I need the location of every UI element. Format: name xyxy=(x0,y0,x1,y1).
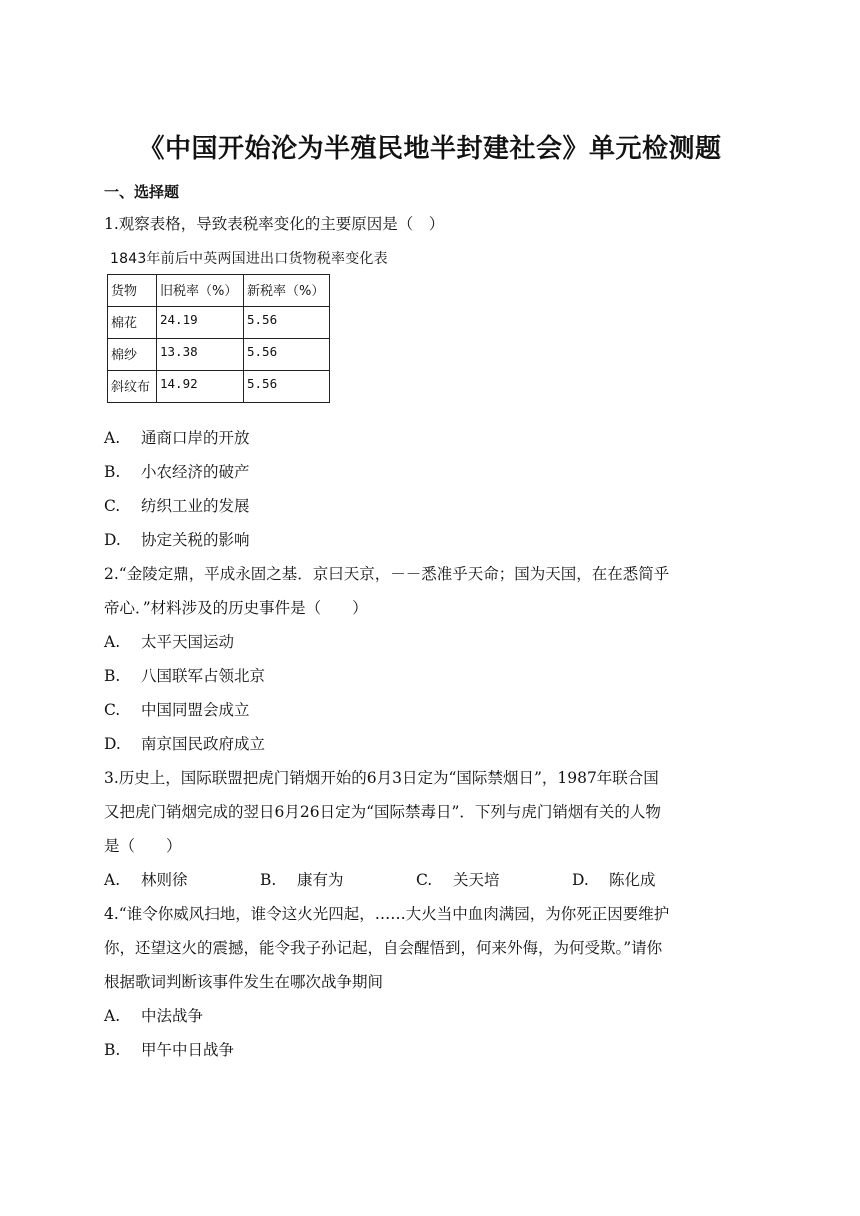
option-text: 康有为 xyxy=(297,871,344,889)
option-letter: B. xyxy=(104,463,121,481)
q1-option-c[interactable] xyxy=(104,496,250,516)
option-letter: C. xyxy=(104,701,121,719)
table-row xyxy=(108,371,330,403)
question-4-line-1: 4.“谁令你威风扫地，谁令这火光四起，……大火当中血肉满园，为你死正因要维护 xyxy=(104,905,670,923)
q2-option-a[interactable] xyxy=(104,632,234,652)
table-cell: 5.56 xyxy=(244,307,330,339)
option-text: 太平天国运动 xyxy=(141,633,235,651)
question-3-line-3: 是（ ） xyxy=(104,837,182,855)
q4-option-a[interactable] xyxy=(104,1006,203,1026)
q3-option-a[interactable] xyxy=(104,870,260,890)
option-text: 小农经济的破产 xyxy=(141,463,250,481)
q1-option-a[interactable] xyxy=(104,428,250,448)
option-letter: B. xyxy=(260,871,277,889)
table-row xyxy=(108,339,330,371)
q3-options-row xyxy=(104,870,728,890)
table-cell: 5.56 xyxy=(244,339,330,371)
q2-option-d[interactable] xyxy=(104,734,265,754)
option-text: 通商口岸的开放 xyxy=(141,429,250,447)
option-letter: A. xyxy=(104,1007,121,1025)
q1-option-d[interactable] xyxy=(104,530,250,550)
option-letter: A. xyxy=(104,429,121,447)
q3-option-d[interactable] xyxy=(572,870,728,890)
table-header-cell: 旧税率（%） xyxy=(157,275,244,307)
table-cell: 棉纱 xyxy=(108,339,157,371)
table-header-cell: 货物 xyxy=(108,275,157,307)
option-letter: C. xyxy=(104,497,121,515)
option-text: 陈化成 xyxy=(609,871,656,889)
table-caption: 1843年前后中英两国进出口货物税率变化表 xyxy=(110,251,388,267)
table-cell: 14.92 xyxy=(157,371,244,403)
table-cell: 13.38 xyxy=(157,339,244,371)
option-letter: A. xyxy=(104,871,121,889)
q2-option-c[interactable] xyxy=(104,700,250,720)
option-letter: C. xyxy=(416,871,433,889)
option-text: 协定关税的影响 xyxy=(141,531,250,549)
option-letter: B. xyxy=(104,1041,121,1059)
option-text: 八国联军占领北京 xyxy=(141,667,266,685)
question-4-line-3: 根据歌词判断该事件发生在哪次战争期间 xyxy=(104,973,384,991)
q2-option-b[interactable] xyxy=(104,666,265,686)
option-letter: D. xyxy=(572,871,589,889)
question-1-text: 1.观察表格，导致表税率变化的主要原因是（ ） xyxy=(104,215,445,233)
option-letter: B. xyxy=(104,667,121,685)
section-heading: 一、选择题 xyxy=(104,183,180,201)
table-header-row xyxy=(108,275,330,307)
question-2-line-1: 2.“金陵定鼎，平成永固之基．京曰天京，－－悉准乎天命；国为天国，在在悉简乎 xyxy=(104,565,670,583)
option-letter: D. xyxy=(104,735,121,753)
tax-rate-table xyxy=(107,274,330,403)
option-text: 中法战争 xyxy=(141,1007,204,1025)
q1-option-b[interactable] xyxy=(104,462,250,482)
question-3-line-2: 又把虎门销烟完成的翌日6月26日定为“国际禁毒日”．下列与虎门销烟有关的人物 xyxy=(104,803,661,821)
table-header-cell: 新税率（%） xyxy=(244,275,330,307)
option-text: 南京国民政府成立 xyxy=(141,735,266,753)
option-text: 甲午中日战争 xyxy=(141,1041,235,1059)
option-text: 纺织工业的发展 xyxy=(141,497,250,515)
page-title: 《中国开始沦为半殖民地半封建社会》单元检测题 xyxy=(138,134,722,164)
question-4-line-2: 你，还望这火的震撼，能令我子孙记起，自会醒悟到，何来外侮，为何受欺。”请你 xyxy=(104,939,663,957)
table-cell: 24.19 xyxy=(157,307,244,339)
option-text: 中国同盟会成立 xyxy=(141,701,250,719)
option-letter: D. xyxy=(104,531,121,549)
table-cell: 斜纹布 xyxy=(108,371,157,403)
option-letter: A. xyxy=(104,633,121,651)
option-text: 林则徐 xyxy=(141,871,188,889)
q3-option-c[interactable] xyxy=(416,870,572,890)
q4-option-b[interactable] xyxy=(104,1040,234,1060)
question-2-line-2: 帝心．”材料涉及的历史事件是（ ） xyxy=(104,599,368,617)
table-row xyxy=(108,307,330,339)
q3-option-b[interactable] xyxy=(260,870,416,890)
table-cell: 棉花 xyxy=(108,307,157,339)
option-text: 关天培 xyxy=(453,871,500,889)
question-3-line-1: 3.历史上，国际联盟把虎门销烟开始的6月3日定为“国际禁烟日”，1987年联合国 xyxy=(104,769,659,787)
table-cell: 5.56 xyxy=(244,371,330,403)
